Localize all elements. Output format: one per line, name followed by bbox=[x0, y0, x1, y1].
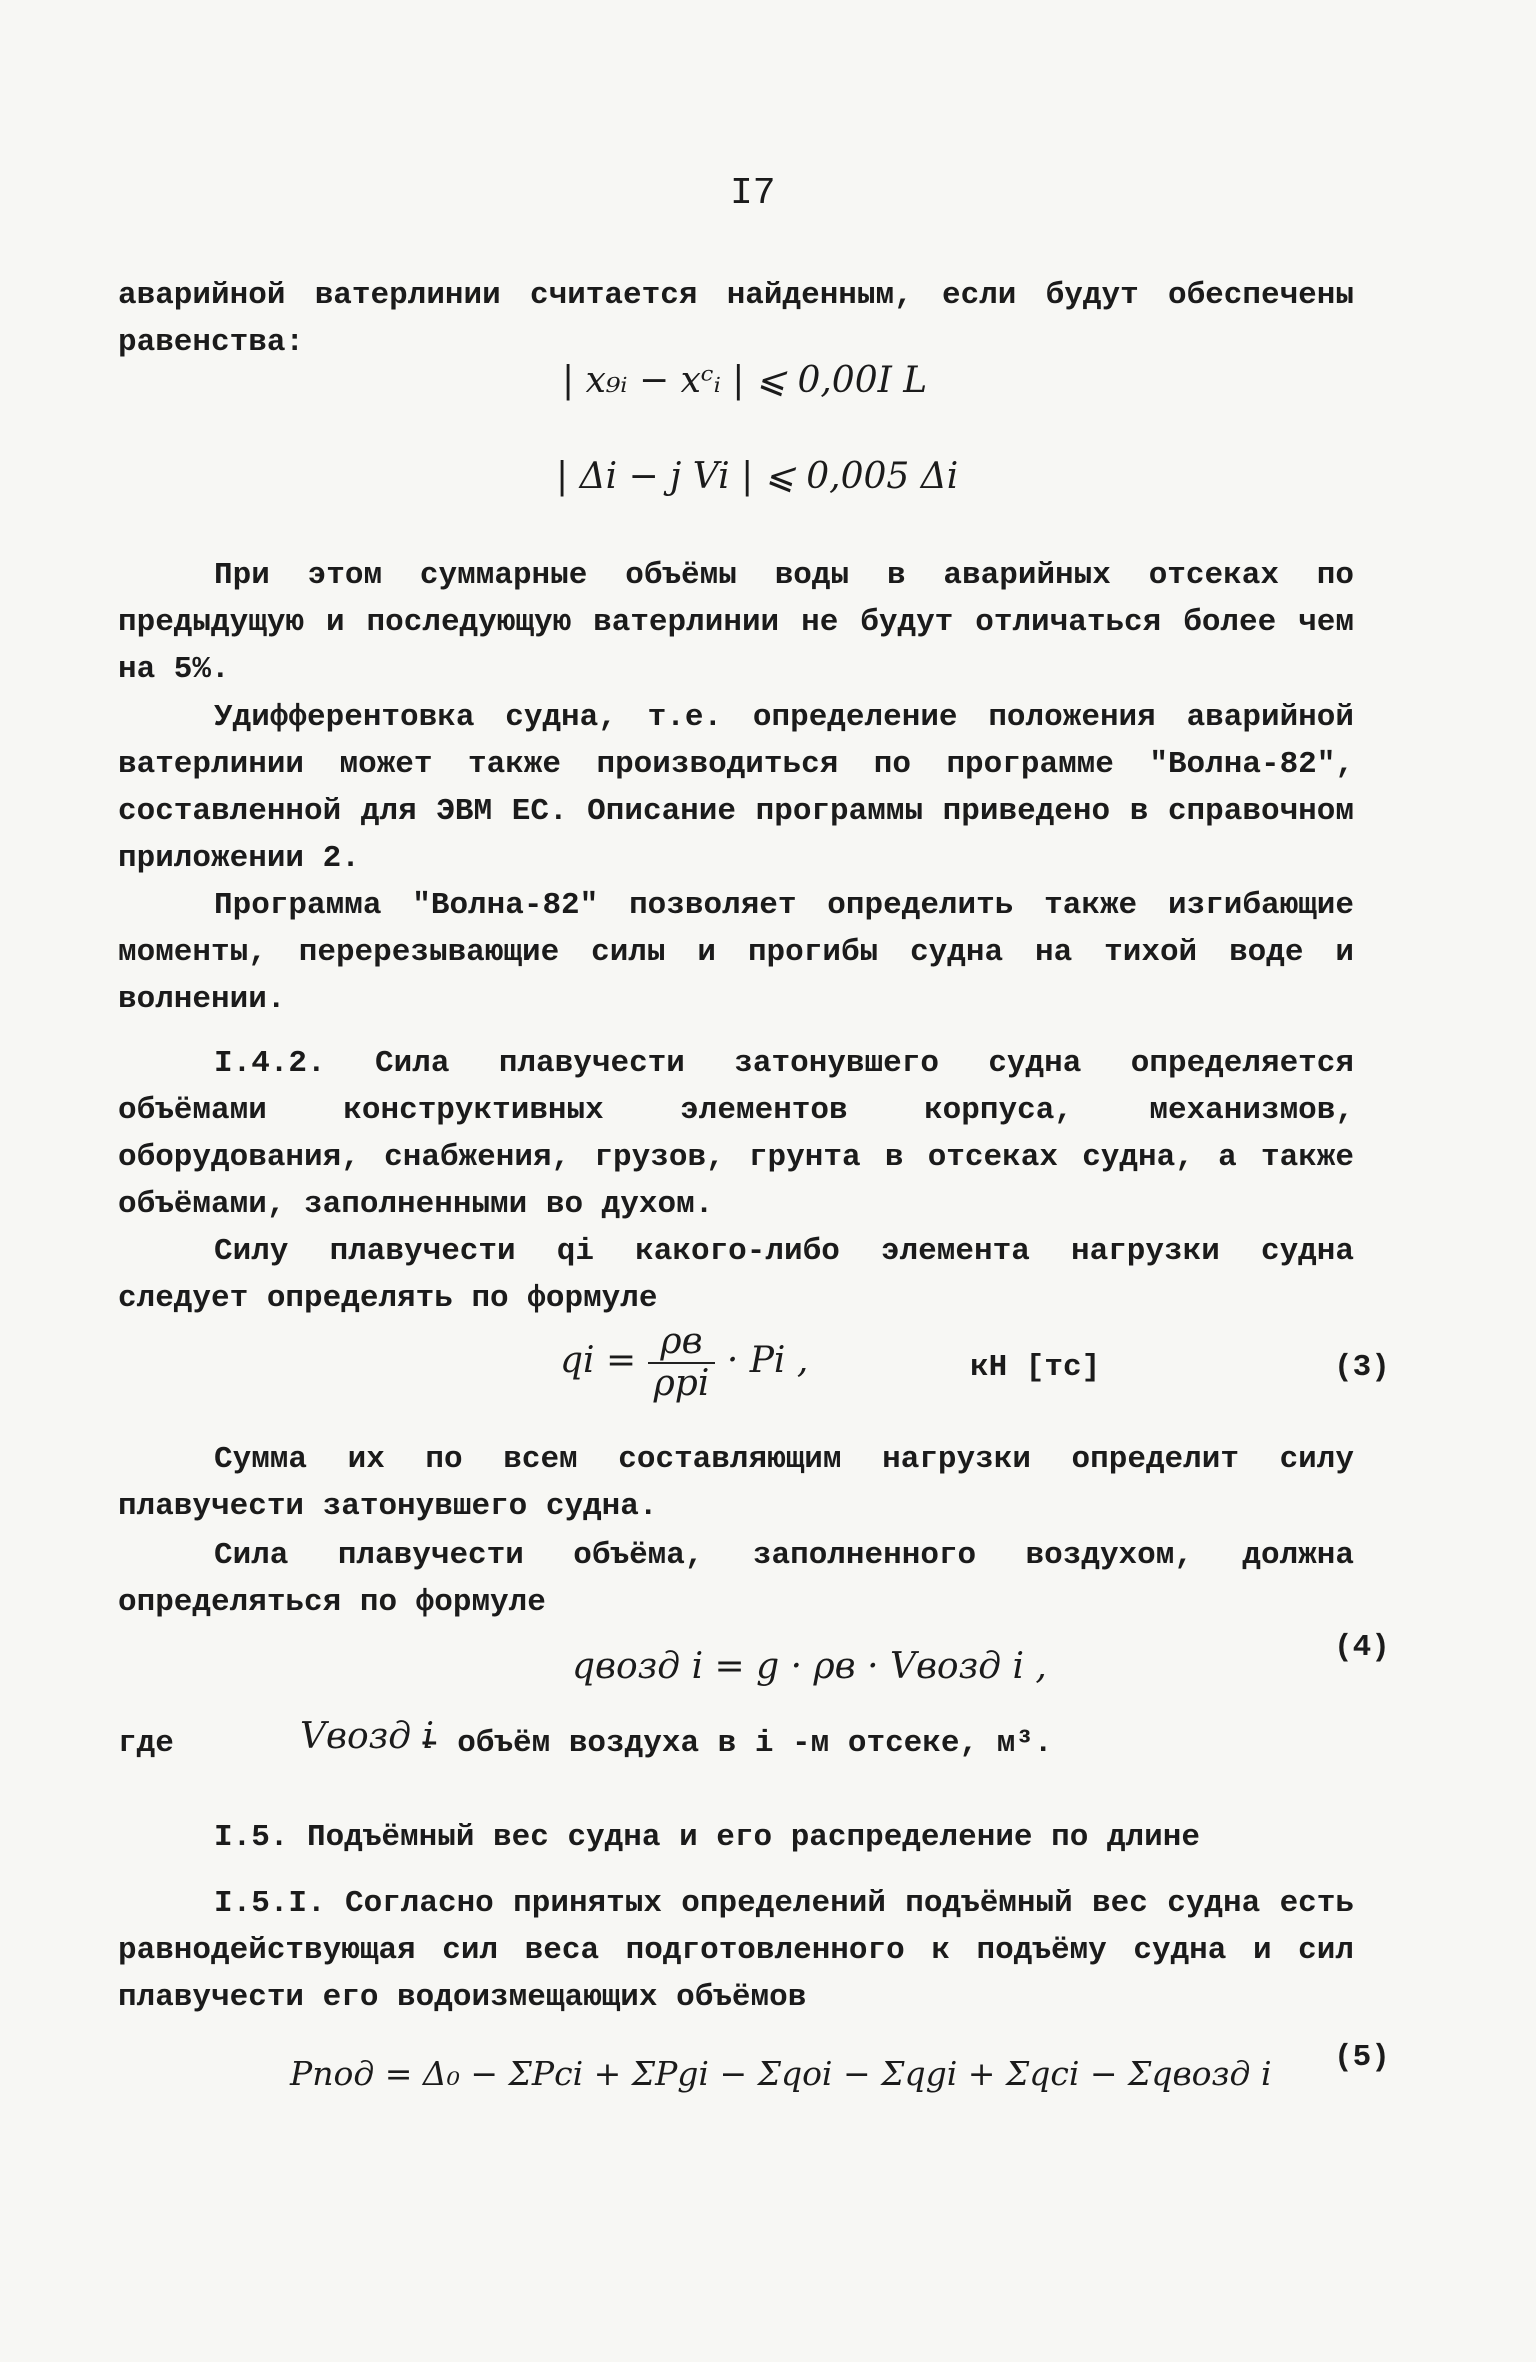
paragraph-section-1-4-2: I.4.2. Сила плавучести затонувшего судна определяется объёмами конструктивных элементов корпуса, механизмов, оборудования, снабжения, грузов, грунта в отсеках судна, а также объёмами, заполненными во духом. bbox=[118, 1046, 1354, 1222]
formula-3-rhs: · Pi , bbox=[726, 1340, 809, 1381]
formula-5-number: (5) bbox=[1334, 2040, 1390, 2075]
paragraph-intro: аварийной ватерлинии считается найденным, если будут обеспечены равенства: bbox=[118, 278, 1354, 360]
formula-3 bbox=[560, 1322, 808, 1404]
paragraph-air-buoyancy: Сила плавучести объёма, заполненного воздухом, должна определяться по формуле bbox=[118, 1538, 1354, 1620]
formula-4: qвозд i = g · ρв · Vвозд i , bbox=[572, 1646, 1047, 1687]
formula-3-fraction bbox=[648, 1322, 716, 1404]
formula-coordinate-equality: | x₉ᵢ − xᶜᵢ | ⩽ 0,00I L bbox=[562, 360, 928, 401]
formula-3-lhs: qi = bbox=[560, 1340, 637, 1381]
section-heading-1-5: I.5. Подъёмный вес судна и его распределение по длине bbox=[214, 1820, 1200, 1855]
paragraph-section-1-5-1: I.5.I. Согласно принятых определений подъёмный вес судна есть равнодействующая сил веса подготовленного к подъёму судна и сил плавучести его водоизмещающих объёмов bbox=[118, 1886, 1354, 2015]
formula-3-unit: кН [тс] bbox=[970, 1350, 1101, 1385]
where-label: где bbox=[118, 1726, 174, 1761]
formula-3-number: (3) bbox=[1334, 1350, 1390, 1385]
formula-volume-equality: | Δi − j Vi | ⩽ 0,005 Δi bbox=[556, 456, 959, 497]
paragraph-trim-program: Удифферентовка судна, т.е. определение положения аварийной ватерлинии может также производиться по программе "Волна-82", составленной для ЭВМ ЕС. Описание программы приведено в справочном приложении 2. bbox=[118, 700, 1354, 876]
paragraph-buoyancy-formula-intro: Силу плавучести qi какого-либо элемента нагрузки судна следует определять по формуле bbox=[118, 1234, 1354, 1316]
formula-3-numerator: ρв bbox=[648, 1322, 716, 1364]
formula-4-number: (4) bbox=[1334, 1630, 1390, 1665]
paragraph-program-capabilities: Программа "Волна-82" позволяет определить также изгибающие моменты, перерезывающие силы и прогибы судна на тихой воде и волнении. bbox=[118, 888, 1354, 1017]
paragraph-total-buoyancy: Сумма их по всем составляющим нагрузки определит силу плавучести затонувшего судна. bbox=[118, 1442, 1354, 1524]
paragraph-volumes: При этом суммарные объёмы воды в аварийных отсеках по предыдущую и последующую ватерлинии не будут отличаться более чем на 5%. bbox=[118, 558, 1354, 687]
where-symbol: Vвозд i bbox=[300, 1716, 435, 1757]
formula-3-denominator: ρpi bbox=[653, 1363, 710, 1404]
page-number: I7 bbox=[730, 172, 776, 215]
where-definition: – объём воздуха в i -м отсеке, м³. bbox=[420, 1726, 1053, 1761]
formula-5: Pпод = Δ₀ − ΣPci + ΣPgi − Σqoi − Σqgi + Σqci − Σqвозд i bbox=[290, 2054, 1272, 2093]
